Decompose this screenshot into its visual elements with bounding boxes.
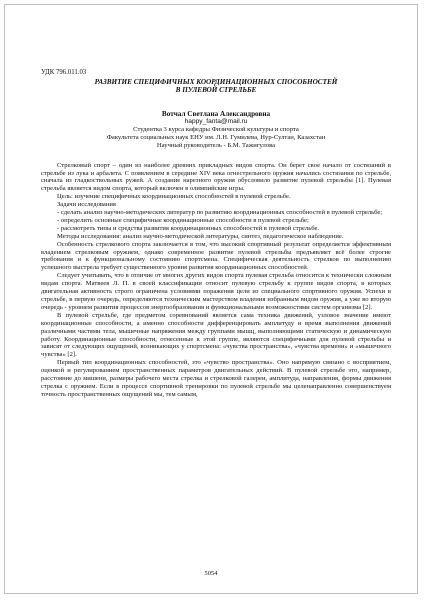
affiliation-line-2: Факультета социальных наук ЕНУ им. Л.Н. Гумилева, Нур-Султан, Казахстан bbox=[106, 134, 326, 142]
article-content bbox=[41, 69, 391, 399]
paragraph-space-sense: Первый тип координационных способностей, это «чувство пространства». Оно напрямую связано с восприятием, оценкой и регулированием пространственных параметров двигательных действий. В пулевой стрельбе это, например, расстояние до мишени, размеры рабочего места стрелка и стрелковой галереи, амплитуда, направления, формы движения стрелка с оружием. Если в процессе спортивной тренировки по пулевой стрельбе мы целенаправленно совершенствуем точность пространственных ощущений мы, тем самым, bbox=[41, 359, 391, 398]
paragraph-intro: Стрелковый спорт – один из наиболее древних прикладных видов спорта. Он берет свое начало от состязаний в стрельбе из лука и арбалета. С появлением в середине XIV века огнестрельного оружия начались состязания по стрельбе, сначала из гладкоствольных ружей. А создание нарезного оружия обусловило развитие пулевой стрельбы [1]. Пулевая стрельба является видом спорта, который включен в олимпийские игры. bbox=[41, 161, 391, 193]
spacer bbox=[41, 151, 391, 162]
document-page bbox=[4, 4, 418, 594]
paragraph-methods: Методы исследования: анализ научно-методической литературы, синтез, педагогическое наблюдение. bbox=[57, 232, 344, 240]
article-title-line-1: РАЗВИТИЕ СПЕЦИФИЧНЫХ КООРДИНАЦИОННЫХ СПОСОБНОСТЕЙ bbox=[94, 77, 338, 86]
paragraph-task-3: - рассмотреть типы и средства развития координационных способностей в пулевой стрельбе. bbox=[57, 224, 320, 232]
paragraph-task-2: - определить основные специфичные координационные способности в пулевой стрельбе; bbox=[57, 216, 309, 224]
paragraph-tasks-heading: Задачи исследования bbox=[57, 201, 116, 209]
udc-code: УДК 796.011.03 bbox=[41, 69, 87, 76]
paragraph-feature: Особенность стрелкового спорта заключается в том, что высокий спортивный результат определяется эффективным владением стрелковым оружием, однако современное развитие пулевой стрельбы предъявляет всё более строгие требования и к функциональному состоянию спортсмена. Специфическая деятельность стрелков по выполнению успешного выстрела требует существенного уровня развития координационных способностей. bbox=[41, 240, 391, 272]
page-number: 5054 bbox=[204, 570, 218, 577]
article-title-line-2: В ПУЛЕВОЙ СТРЕЛЬБЕ bbox=[175, 86, 257, 95]
paragraph-classification: Следует учитывать, что в отличие от многих других видов спорта пулевая стрельба относится к технически сложным видам спорта. Матвеев Л. П. в своей классификации относит пулевую стрельбу к группе видов спорта, в которых двигательная активность строго ограничена условиями поражения цели из специального спортивного оружия. Успехи в стрельбе, в первую очередь, определяются техническим мастерством владения избранным видом оружия, а уже во вторую очередь - уровнем развития процессов энергообразования и функциональными возможностями систем организма [2]. bbox=[41, 272, 391, 311]
paragraph-goal: Цель: изучение специфичных координационных способностей в пулевой стрельбе. bbox=[57, 193, 291, 201]
paragraph-task-1: - сделать анализ научно-методических литератур по развитию координационных способностей в пулевой стрельбе; bbox=[57, 209, 383, 217]
supervisor-line: Научный руководитель - Б.М. Тажигулова bbox=[156, 142, 276, 150]
author-name: Вотчал Светлана Александровна bbox=[161, 109, 271, 118]
affiliation-line-1: Студентка 3 курса кафедры Физической культуры и спорта bbox=[133, 126, 299, 133]
paragraph-coordination: В пулевой стрельбе, где предметом соревнований является сама техника движений, узловое значение имеют координационные способности, а именно способности дифференцировать амплитуду и время выполнения движений различными частями тела, мышечные напряжения между группами мышц, выполняющими статическую и динамическую работу. Координационные способности, отнесенные к этой группе, являются специфичными для пулевой стрельбы и зависят от следующих ощущений, возникающих у спортсмена: «чувства пространства», «чувства времени» и «мышечного чувства» [2]. bbox=[41, 311, 391, 359]
author-email: happy_fanta@mail.ru bbox=[184, 118, 248, 125]
